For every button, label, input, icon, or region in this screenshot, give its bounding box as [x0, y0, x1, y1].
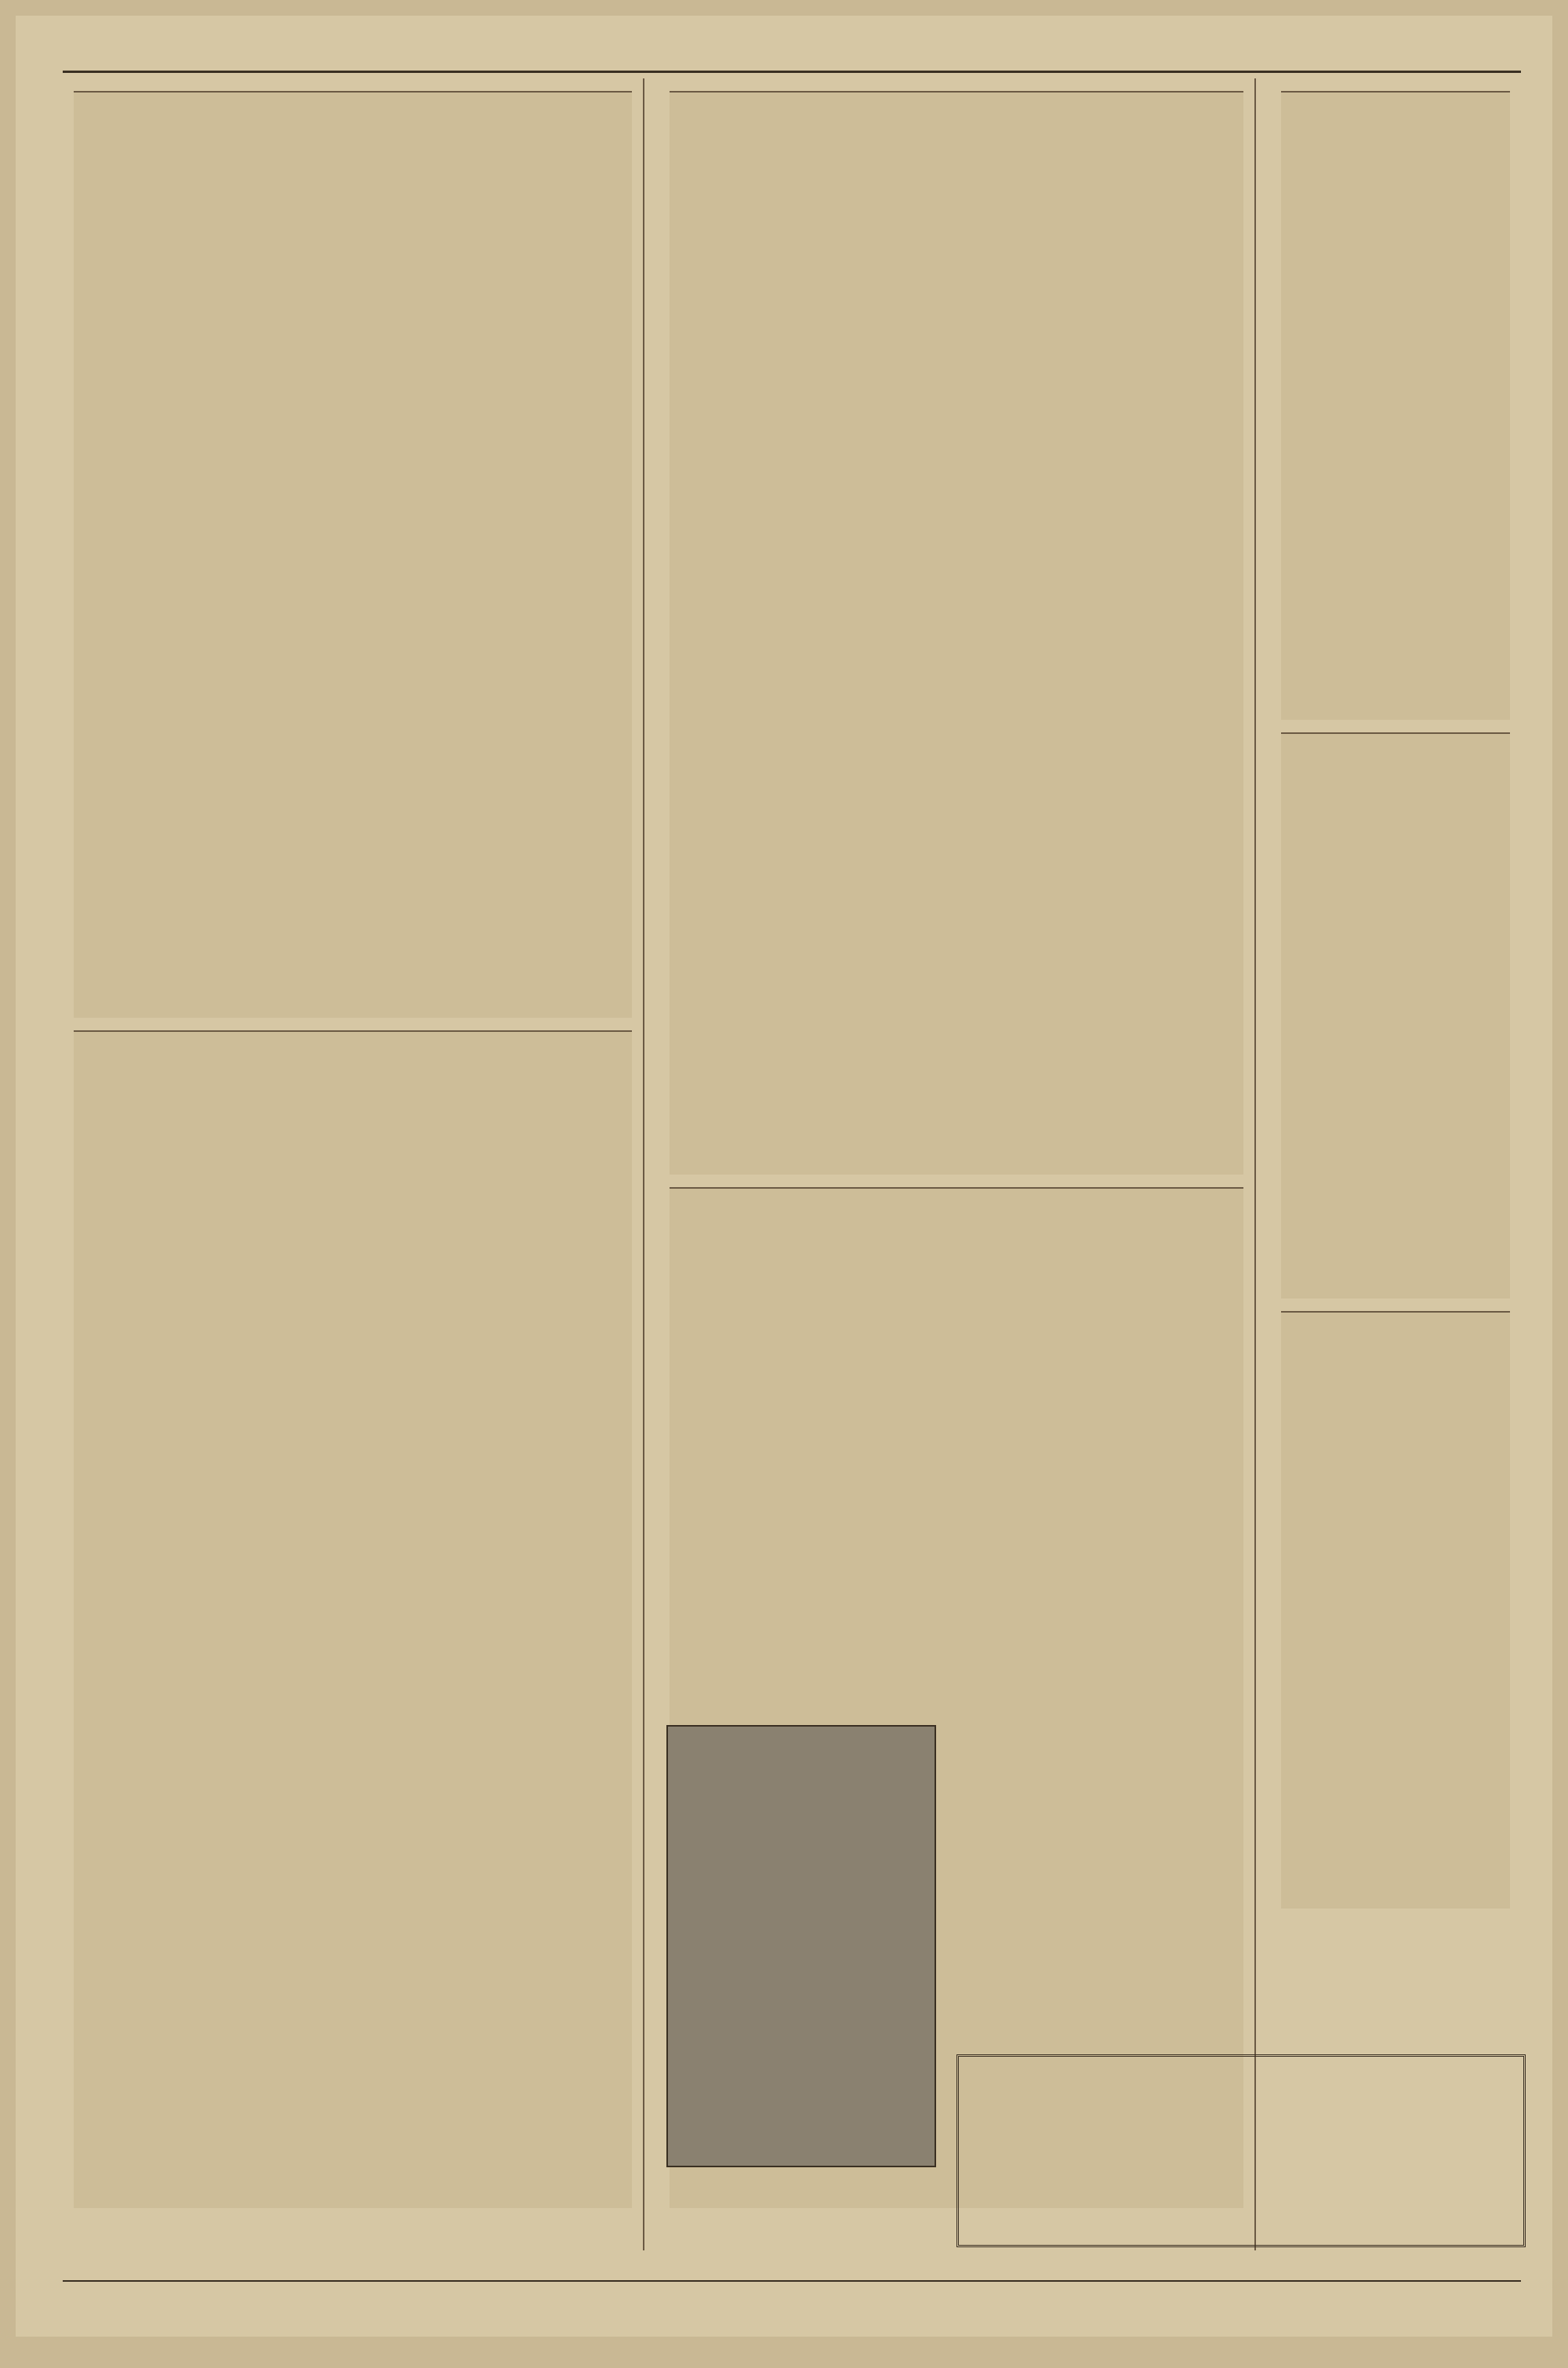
notice-box: [956, 2054, 1526, 2247]
column-right: [1270, 78, 1521, 2250]
article-block: [1281, 1311, 1510, 1909]
footer: [63, 2280, 1521, 2313]
article-block: [1281, 91, 1510, 720]
article-block: [1281, 732, 1510, 1298]
article-block: [74, 1030, 632, 2208]
newspaper-page: [16, 16, 1552, 2337]
article-block: [670, 91, 1243, 1175]
masthead: [63, 24, 1521, 73]
column-left: [63, 78, 644, 2250]
article-block: [74, 91, 632, 1018]
photo: [666, 1725, 936, 2167]
